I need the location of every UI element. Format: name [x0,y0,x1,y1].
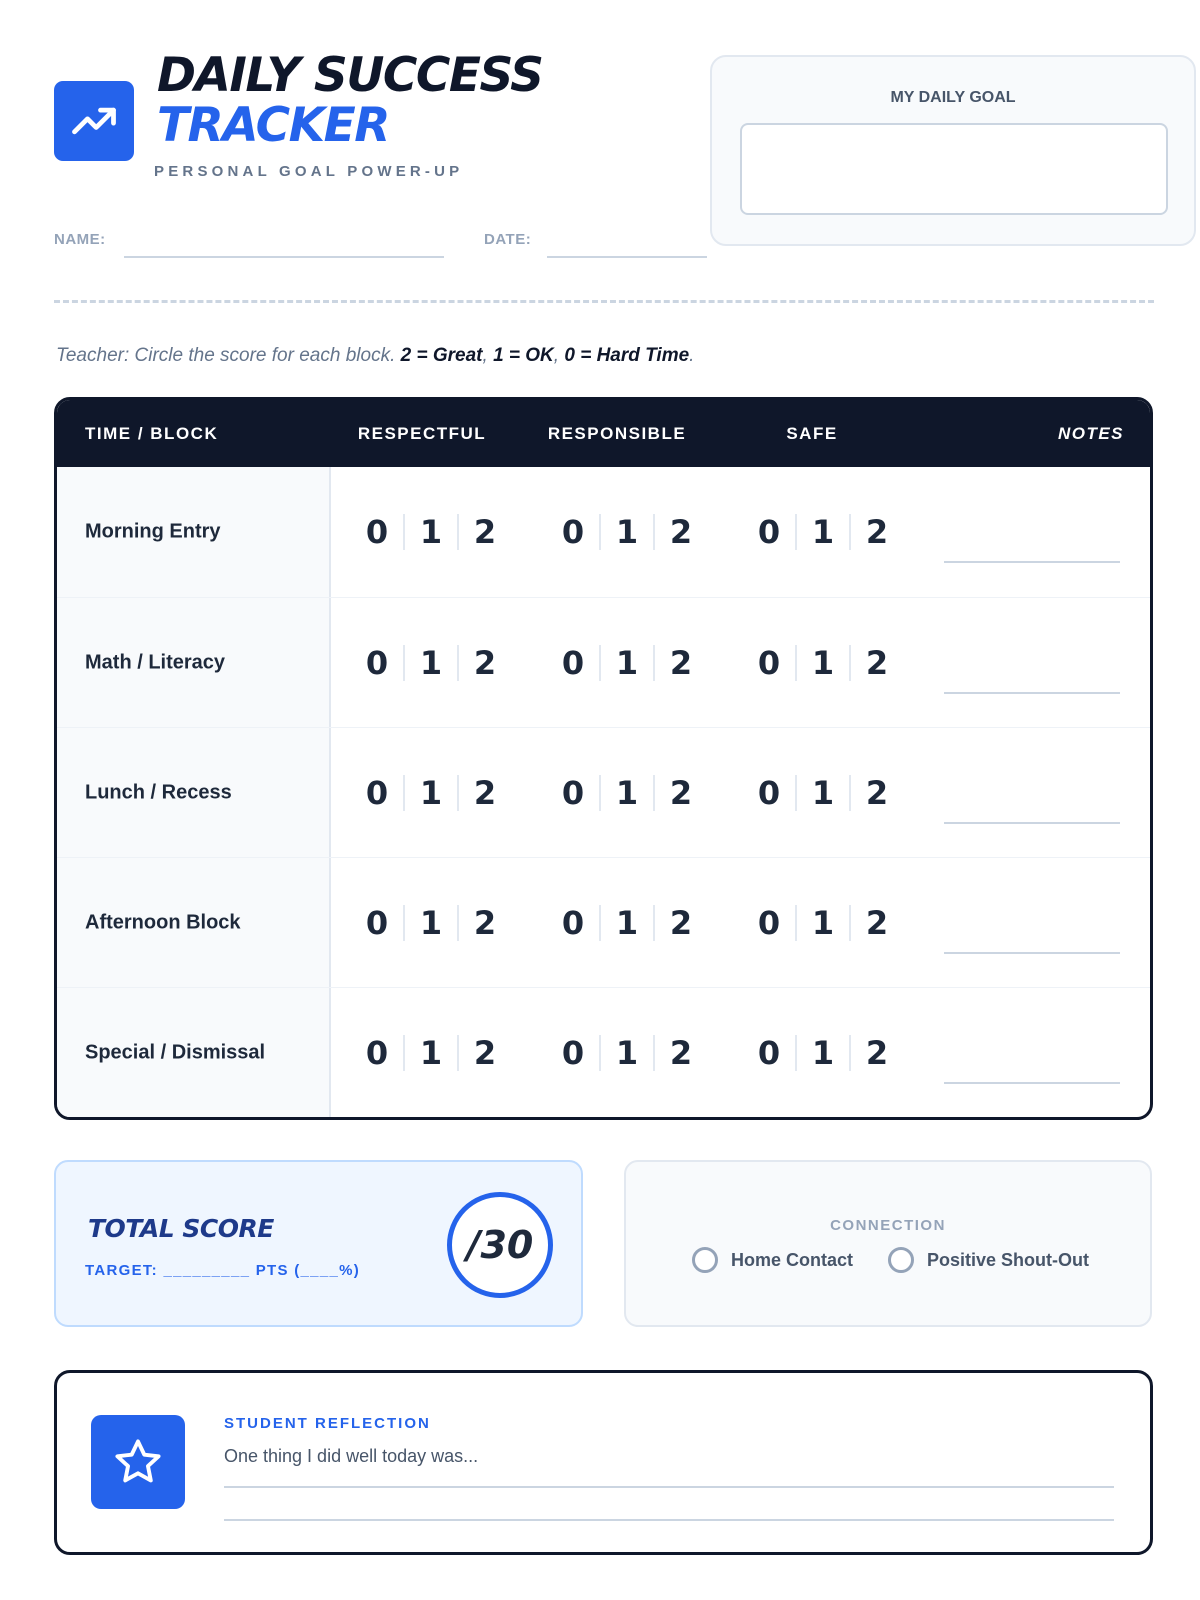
score-option[interactable]: 2 [865,513,889,551]
col-responsible: RESPONSIBLE [547,424,687,443]
score-group-responsible [547,1034,707,1072]
score-target[interactable]: TARGET: _________ PTS (____%) [85,1262,361,1279]
score-option[interactable]: 2 [473,643,497,682]
daily-goal-title: MY DAILY GOAL [890,89,1016,106]
row-label: Afternoon Block [85,911,241,933]
score-group-respectful [351,904,511,942]
name-label: NAME: [54,231,106,248]
score-group-respectful [351,644,511,682]
positive-shout-out-radio[interactable] [888,1247,914,1273]
score-group-responsible [547,644,707,682]
notes-field[interactable] [944,561,1120,563]
section-divider [54,300,1154,303]
score-option[interactable]: 0 [365,1033,389,1072]
score-group-responsible [547,774,707,812]
score-option[interactable]: 1 [419,773,443,812]
row-label-cell [57,598,331,727]
positive-shout-out-option[interactable] [888,1247,1089,1273]
trending-up-icon [54,81,134,161]
notes-field[interactable] [944,1082,1120,1084]
col-time-block: TIME / BLOCK [85,424,219,443]
score-group-respectful [351,513,511,551]
row-label: Math / Literacy [85,651,226,673]
daily-goal-card [710,55,1196,246]
connection-card [624,1160,1152,1327]
score-group-respectful [351,774,511,812]
score-option[interactable]: 1 [419,903,443,942]
date-field[interactable] [547,256,707,258]
score-option[interactable]: 2 [473,513,497,551]
home-contact-radio[interactable] [692,1247,718,1273]
score-option[interactable]: 2 [669,1033,693,1072]
score-group-safe [743,774,903,812]
table-row [57,987,1150,1117]
score-option[interactable]: 0 [561,513,585,551]
score-option[interactable]: 2 [865,903,889,942]
score-group-safe [743,513,903,551]
positive-shout-out-label: Positive Shout-Out [927,1249,1089,1270]
table-row [57,467,1150,597]
score-option[interactable]: 1 [811,643,835,682]
score-option[interactable]: 2 [865,1033,889,1072]
student-reflection-card [54,1370,1153,1555]
score-group-safe [743,1034,903,1072]
table-row [57,597,1150,727]
total-score-card [54,1160,583,1327]
score-option[interactable]: 2 [669,643,693,682]
score-option[interactable]: 2 [669,513,693,551]
home-contact-option[interactable] [692,1247,853,1273]
home-contact-label: Home Contact [731,1249,854,1270]
score-option[interactable]: 0 [561,903,585,942]
score-option[interactable]: 2 [865,773,889,812]
score-option[interactable]: 1 [419,643,443,682]
score-option[interactable]: 0 [757,1033,781,1072]
score-option[interactable]: 1 [615,643,639,682]
reflection-line-1[interactable] [224,1486,1114,1488]
reflection-title: STUDENT REFLECTION [224,1415,431,1432]
row-label: Morning Entry [85,520,221,543]
score-option[interactable]: 0 [365,903,389,942]
score-option[interactable]: 2 [473,903,497,942]
score-option[interactable]: 2 [669,903,693,942]
total-score-title: TOTAL SCORE [88,1214,274,1243]
daily-goal-input[interactable] [740,123,1168,215]
score-option[interactable]: 0 [561,643,585,682]
score-group-responsible [547,513,707,551]
score-option[interactable]: 2 [669,773,693,812]
row-label-cell [57,728,331,857]
date-label: DATE: [484,231,532,248]
score-option[interactable]: 2 [865,643,889,682]
total-score-circle[interactable]: /30 [447,1192,553,1298]
score-group-safe [743,644,903,682]
score-option[interactable]: 0 [365,513,389,551]
row-label-cell [57,988,331,1117]
score-option[interactable]: 0 [757,773,781,812]
score-group-safe [743,904,903,942]
col-safe: SAFE [786,424,838,443]
reflection-prompt: One thing I did well today was... [224,1446,479,1466]
notes-field[interactable] [944,692,1120,694]
row-label: Special / Dismissal [85,1041,266,1063]
connection-title: CONNECTION [830,1217,946,1234]
score-option[interactable]: 1 [615,513,639,551]
score-option[interactable]: 0 [757,643,781,682]
score-option[interactable]: 1 [811,1033,835,1072]
score-option[interactable]: 2 [473,1033,497,1072]
score-option[interactable]: 1 [615,1033,639,1072]
score-option[interactable]: 0 [757,903,781,942]
score-option[interactable]: 0 [365,773,389,812]
row-label-cell [57,467,331,597]
score-option[interactable]: 1 [811,513,835,551]
page-title: DAILY SUCCESS [157,48,543,103]
score-option[interactable]: 0 [365,643,389,682]
score-option[interactable]: 0 [757,513,781,551]
score-group-respectful [351,1034,511,1072]
score-option[interactable]: 0 [561,773,585,812]
col-respectful: RESPECTFUL [357,424,487,443]
score-table [54,397,1153,1120]
table-header [57,400,1150,467]
name-field[interactable] [124,256,444,258]
notes-field[interactable] [944,952,1120,954]
score-option[interactable]: 1 [419,513,443,551]
row-label: Lunch / Recess [85,781,232,803]
page-subtitle: PERSONAL GOAL POWER-UP [154,163,464,180]
star-icon [91,1415,185,1509]
score-option[interactable]: 2 [473,773,497,812]
table-row [57,727,1150,857]
teacher-instructions: Teacher: Circle the score for each block. 2 = Great, 1 = OK, 0 = Hard Time. [56,345,695,366]
score-option[interactable]: 1 [615,773,639,812]
score-option[interactable]: 0 [561,1033,585,1072]
score-option[interactable]: 1 [811,903,835,942]
row-label-cell [57,858,331,987]
notes-field[interactable] [944,822,1120,824]
score-option[interactable]: 1 [615,903,639,942]
score-option[interactable]: 1 [419,1033,443,1072]
col-notes: NOTES [1057,424,1124,443]
table-row [57,857,1150,987]
page-title-accent: TRACKER [157,98,389,153]
reflection-line-2[interactable] [224,1519,1114,1521]
score-option[interactable]: 1 [811,773,835,812]
score-group-responsible [547,904,707,942]
